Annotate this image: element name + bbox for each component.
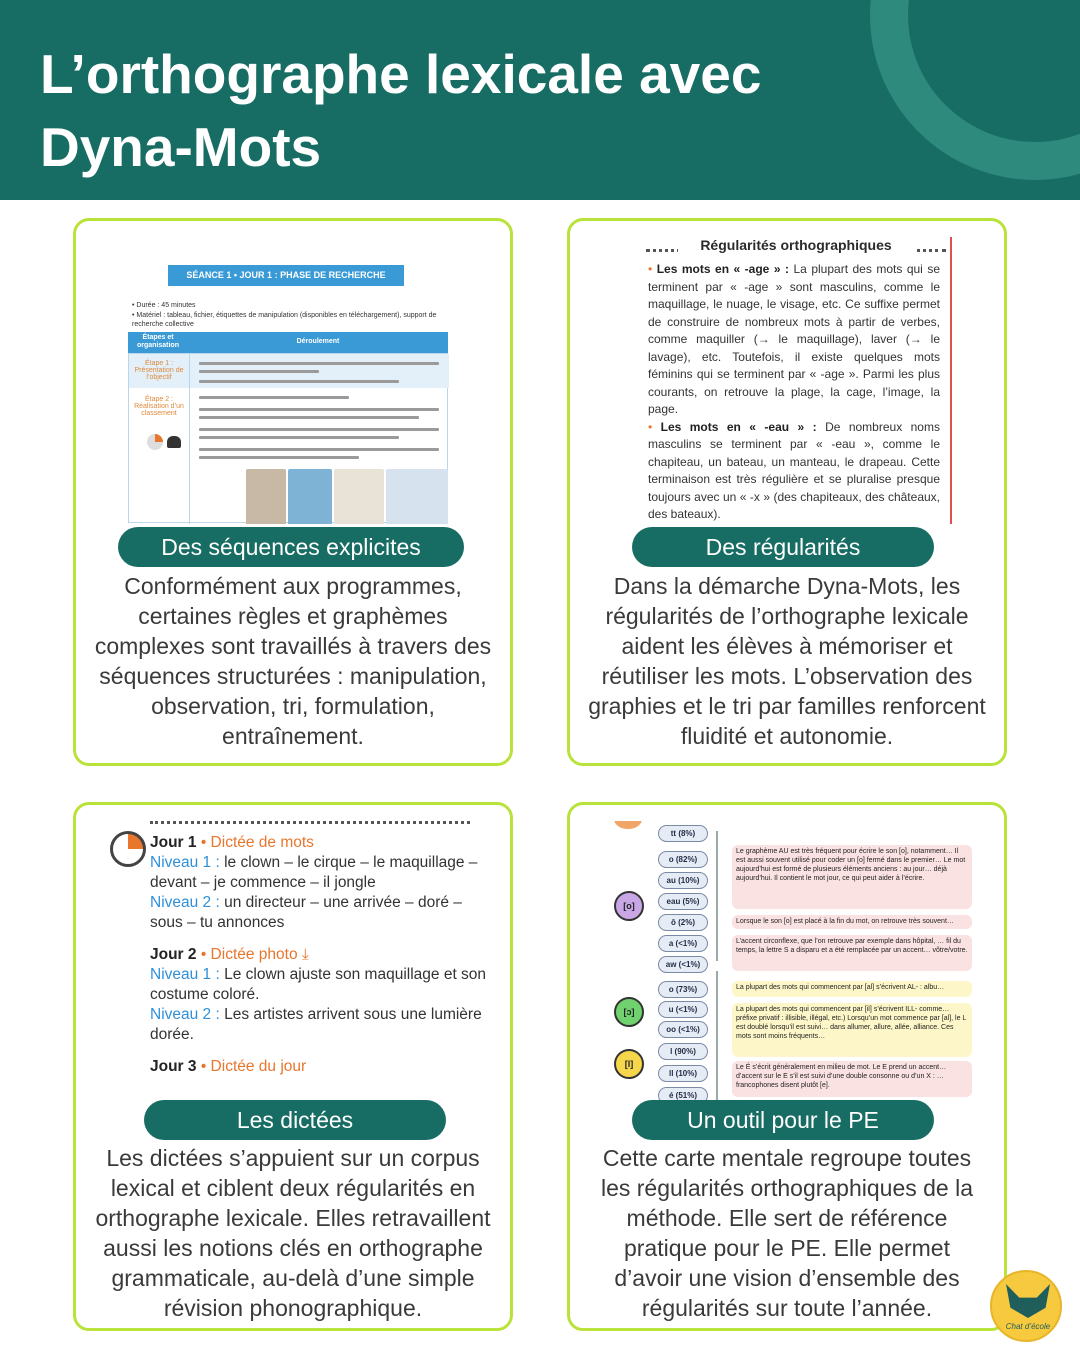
card-text: Dans la démarche Dyna-Mots, les régularités de l’orthographe lexicale aident les élèves à mémoriser et réutiliser les mots. L’observation des graphies et le tri par familles renforcent fluidité et autonomie.	[588, 573, 986, 749]
photo-labels	[288, 469, 332, 524]
jour-2-line: Jour 2 • Dictée photo ⤓	[150, 946, 309, 963]
card-regularites	[567, 218, 1007, 766]
node-l: [l]	[614, 1049, 644, 1079]
etape-1: Étape 1 : Présentation de l’objectif	[134, 360, 184, 381]
photo-labels	[246, 469, 286, 524]
etape-2: Étape 2 : Réalisation d’un classement	[134, 396, 184, 417]
materiel-text: • Matériel : tableau, fichier, étiquettes de manipulation (disponibles en téléchargement), support de recherche collective	[132, 312, 437, 328]
node-oe: [ɔ]	[614, 997, 644, 1027]
regularites-preview	[646, 237, 958, 524]
explanation-box: La plupart des mots qui commencent par [il] s’écrivent ILL- comme… préfixe privatif : illisible, illégal, etc.) Lorsqu’un mot commence par [al], le L est doublé lorsqu’il est suivi… dans allumer, allure, allée, alliance. Ces mots sont moins fréquents…	[732, 1003, 972, 1057]
label-regularites: Des régularités	[632, 527, 934, 567]
timer-icon	[110, 831, 146, 867]
photo-labels	[334, 469, 384, 524]
page-header	[0, 0, 1080, 200]
jour-1-niveau-2b: sous – tu annonces	[150, 914, 285, 931]
brand-logo	[990, 1270, 1062, 1342]
eau-text: De nombreux noms masculins se terminent par « -eau », comme le chapiteau, un bateau, un manteau, le drapeau. Cette terminaison est très régulière et se pluralise presque toujours avec un « -x » (des chapiteaux, des châteaux, des bateaux).	[648, 419, 940, 521]
lesson-plan-preview	[116, 237, 476, 524]
text-line	[199, 428, 439, 431]
jour-2-niveau-2b: dorée.	[150, 1026, 194, 1043]
regularites-body: • Les mots en « -age » : La plupart des mots qui se terminent par « -age » sont masculins, comme le maquillage, le nuage, le visage, etc. Ce suffixe permet de construire de nombreux mots à partir de verbes, comme maquiller (→ le maquillage), laver (→ le lavage), etc. Toutefois, il existe quelques mots féminins qui se terminent par « -age ». Parmi les plus courants, on retrouve la plage, la cage, l’image, la page. • Les mots en « -eau » : De nombreux noms masculins se terminent par « -eau », comme le chapiteau, un bateau, un manteau, le drapeau. Cette terminaison est très régulière et se pluralise presque toujours avec un « -x » (des chapiteaux, des châteaux, des bateaux).	[648, 262, 941, 521]
photo-labels	[386, 469, 448, 524]
explanation-box: La plupart des mots qui commencent par [al] s’écrivent AL- : albu…	[732, 981, 972, 997]
card-outil-pe	[567, 802, 1007, 1331]
col-etapes: Étapes et organisation	[136, 334, 179, 349]
card-dictees	[73, 802, 513, 1331]
explanation-box: Lorsque le son [o] est placé à la fin du mot, on retrouve très souvent…	[732, 915, 972, 929]
logo-text: Chat d’école	[1005, 1322, 1051, 1331]
age-lead: Les mots en « -age » :	[656, 262, 789, 276]
seance-banner: SÉANCE 1 • JOUR 1 : PHASE DE RECHERCHE	[168, 265, 404, 286]
jour-1-niveau-1: Niveau 1 : le clown – le cirque – le maquillage –	[150, 854, 478, 871]
jour-2-niveau-2: Niveau 2 : Les artistes arrivent sous une lumière	[150, 1006, 482, 1023]
text-line	[199, 396, 349, 399]
card-sequences	[73, 218, 513, 766]
chip: é (51%)	[658, 1087, 708, 1104]
chip: aw (<1%)	[658, 956, 708, 973]
eau-lead: Les mots en « -eau » :	[660, 419, 817, 434]
label-dictees: Les dictées	[144, 1100, 446, 1140]
jour-1-niveau-2: Niveau 2 : un directeur – une arrivée – doré –	[150, 894, 462, 911]
text-line	[199, 416, 419, 419]
text-line	[199, 448, 439, 451]
regularites-title: Régularités orthographiques	[678, 237, 914, 253]
chip: tt (8%)	[658, 825, 708, 842]
jour-2-niveau-1: Niveau 1 : Le clown ajuste son maquillage et son	[150, 966, 486, 983]
text-line	[199, 370, 319, 373]
margin-rule	[950, 237, 952, 524]
group-icon	[167, 436, 181, 448]
jour-1-line: Jour 1 • Dictée de mots	[150, 834, 314, 851]
dictees-preview	[110, 821, 486, 1103]
card-text: Les dictées s’appuient sur un corpus lexical et ciblent deux régularités en orthographe lexicale. Elles retravaillent aussi les notions clés en orthographe grammaticale, au-delà d’une simple révision phonographique.	[95, 1145, 491, 1321]
jour-2-niveau-1b: costume coloré.	[150, 986, 260, 1003]
label-outil-pe: Un outil pour le PE	[632, 1100, 934, 1140]
duree-text: • Durée : 45 minutes	[132, 302, 196, 309]
chip: a (<1%)	[658, 935, 708, 952]
chip: oo (<1%)	[658, 1021, 708, 1038]
node-o: [o]	[614, 891, 644, 921]
age-text: La plupart des mots qui se terminent par « -age » sont masculins, comme le maquillage, le nuage, le visage, etc. Ce suffixe permet de construire de nombreux mots à partir de verbes, comme maquiller (→ le maquillage), laver (→ le lavage), etc. Toutefois, il existe quelques mots féminins qui se terminent par « -age ». Parmi les plus courants, on retrouve la plage, la cage, l’image, la page.	[648, 262, 941, 416]
card-text: Conformément aux programmes, certaines règles et graphèmes complexes sont travaillés à travers des séquences structurées : manipulation, observation, tri, formulation, entraînement.	[94, 573, 492, 749]
fox-icon	[1006, 1284, 1050, 1318]
timer-icon	[147, 434, 163, 450]
branch-line	[716, 971, 718, 1105]
chip: ô (2%)	[658, 914, 708, 931]
mind-map-preview	[604, 821, 974, 1105]
text-line	[199, 408, 439, 411]
chip: au (10%)	[658, 872, 708, 889]
jour-3-line: Jour 3 • Dictée du jour	[150, 1058, 307, 1075]
explanation-box: Le É s’écrit généralement en milieu de mot. Le E prend un accent… d’accent sur le E s’il est suivi d’une double consonne ou d’un X : … francophones disent plutôt [e].	[732, 1061, 972, 1097]
chip: eau (5%)	[658, 893, 708, 910]
download-icon: ⤓	[301, 946, 309, 963]
chip: o (73%)	[658, 981, 708, 998]
text-line	[199, 456, 359, 459]
dotted-rule	[150, 821, 470, 824]
col-deroulement: Déroulement	[296, 338, 340, 345]
decorative-arc	[870, 0, 1080, 180]
label-sequences: Des séquences explicites	[118, 527, 464, 567]
branch-line	[716, 831, 718, 961]
jour-1-niveau-1b: devant – je commence – il jongle	[150, 874, 376, 891]
chip: l (90%)	[658, 1043, 708, 1060]
explanation-box: L’accent circonflexe, que l’on retrouve par exemple dans hôpital, … fil du temps, la lettre S a disparu et a été remplacée par un accent… vôtre/votre.	[732, 935, 972, 971]
text-line	[199, 362, 439, 365]
explanation-box: Le graphème AU est très fréquent pour écrire le son [o], notamment… Il est aussi souvent utilisé pour coder un [o] fermé dans le premier… Le mot aujourd’hui est formé de plusieurs éléments anciens : au jour… déjà aujourd’hui. Il contient le mot jour, ce qui peut aider à l’écrire.	[732, 845, 972, 909]
card-text: Cette carte mentale regroupe toutes les régularités orthographiques de la méthode. Elle sert de référence pratique pour le PE. Elle permet d’avoir une vision d’ensemble des régularités sur toute l’année.	[600, 1145, 974, 1321]
table-header	[128, 332, 448, 353]
text-line	[199, 436, 399, 439]
table-divider	[189, 354, 190, 524]
chip: ll (10%)	[658, 1065, 708, 1082]
chip: o (82%)	[658, 851, 708, 868]
chip: u (<1%)	[658, 1001, 708, 1018]
page-title: L’orthographe lexicale avec Dyna-Mots	[40, 43, 762, 178]
text-line	[199, 380, 399, 383]
